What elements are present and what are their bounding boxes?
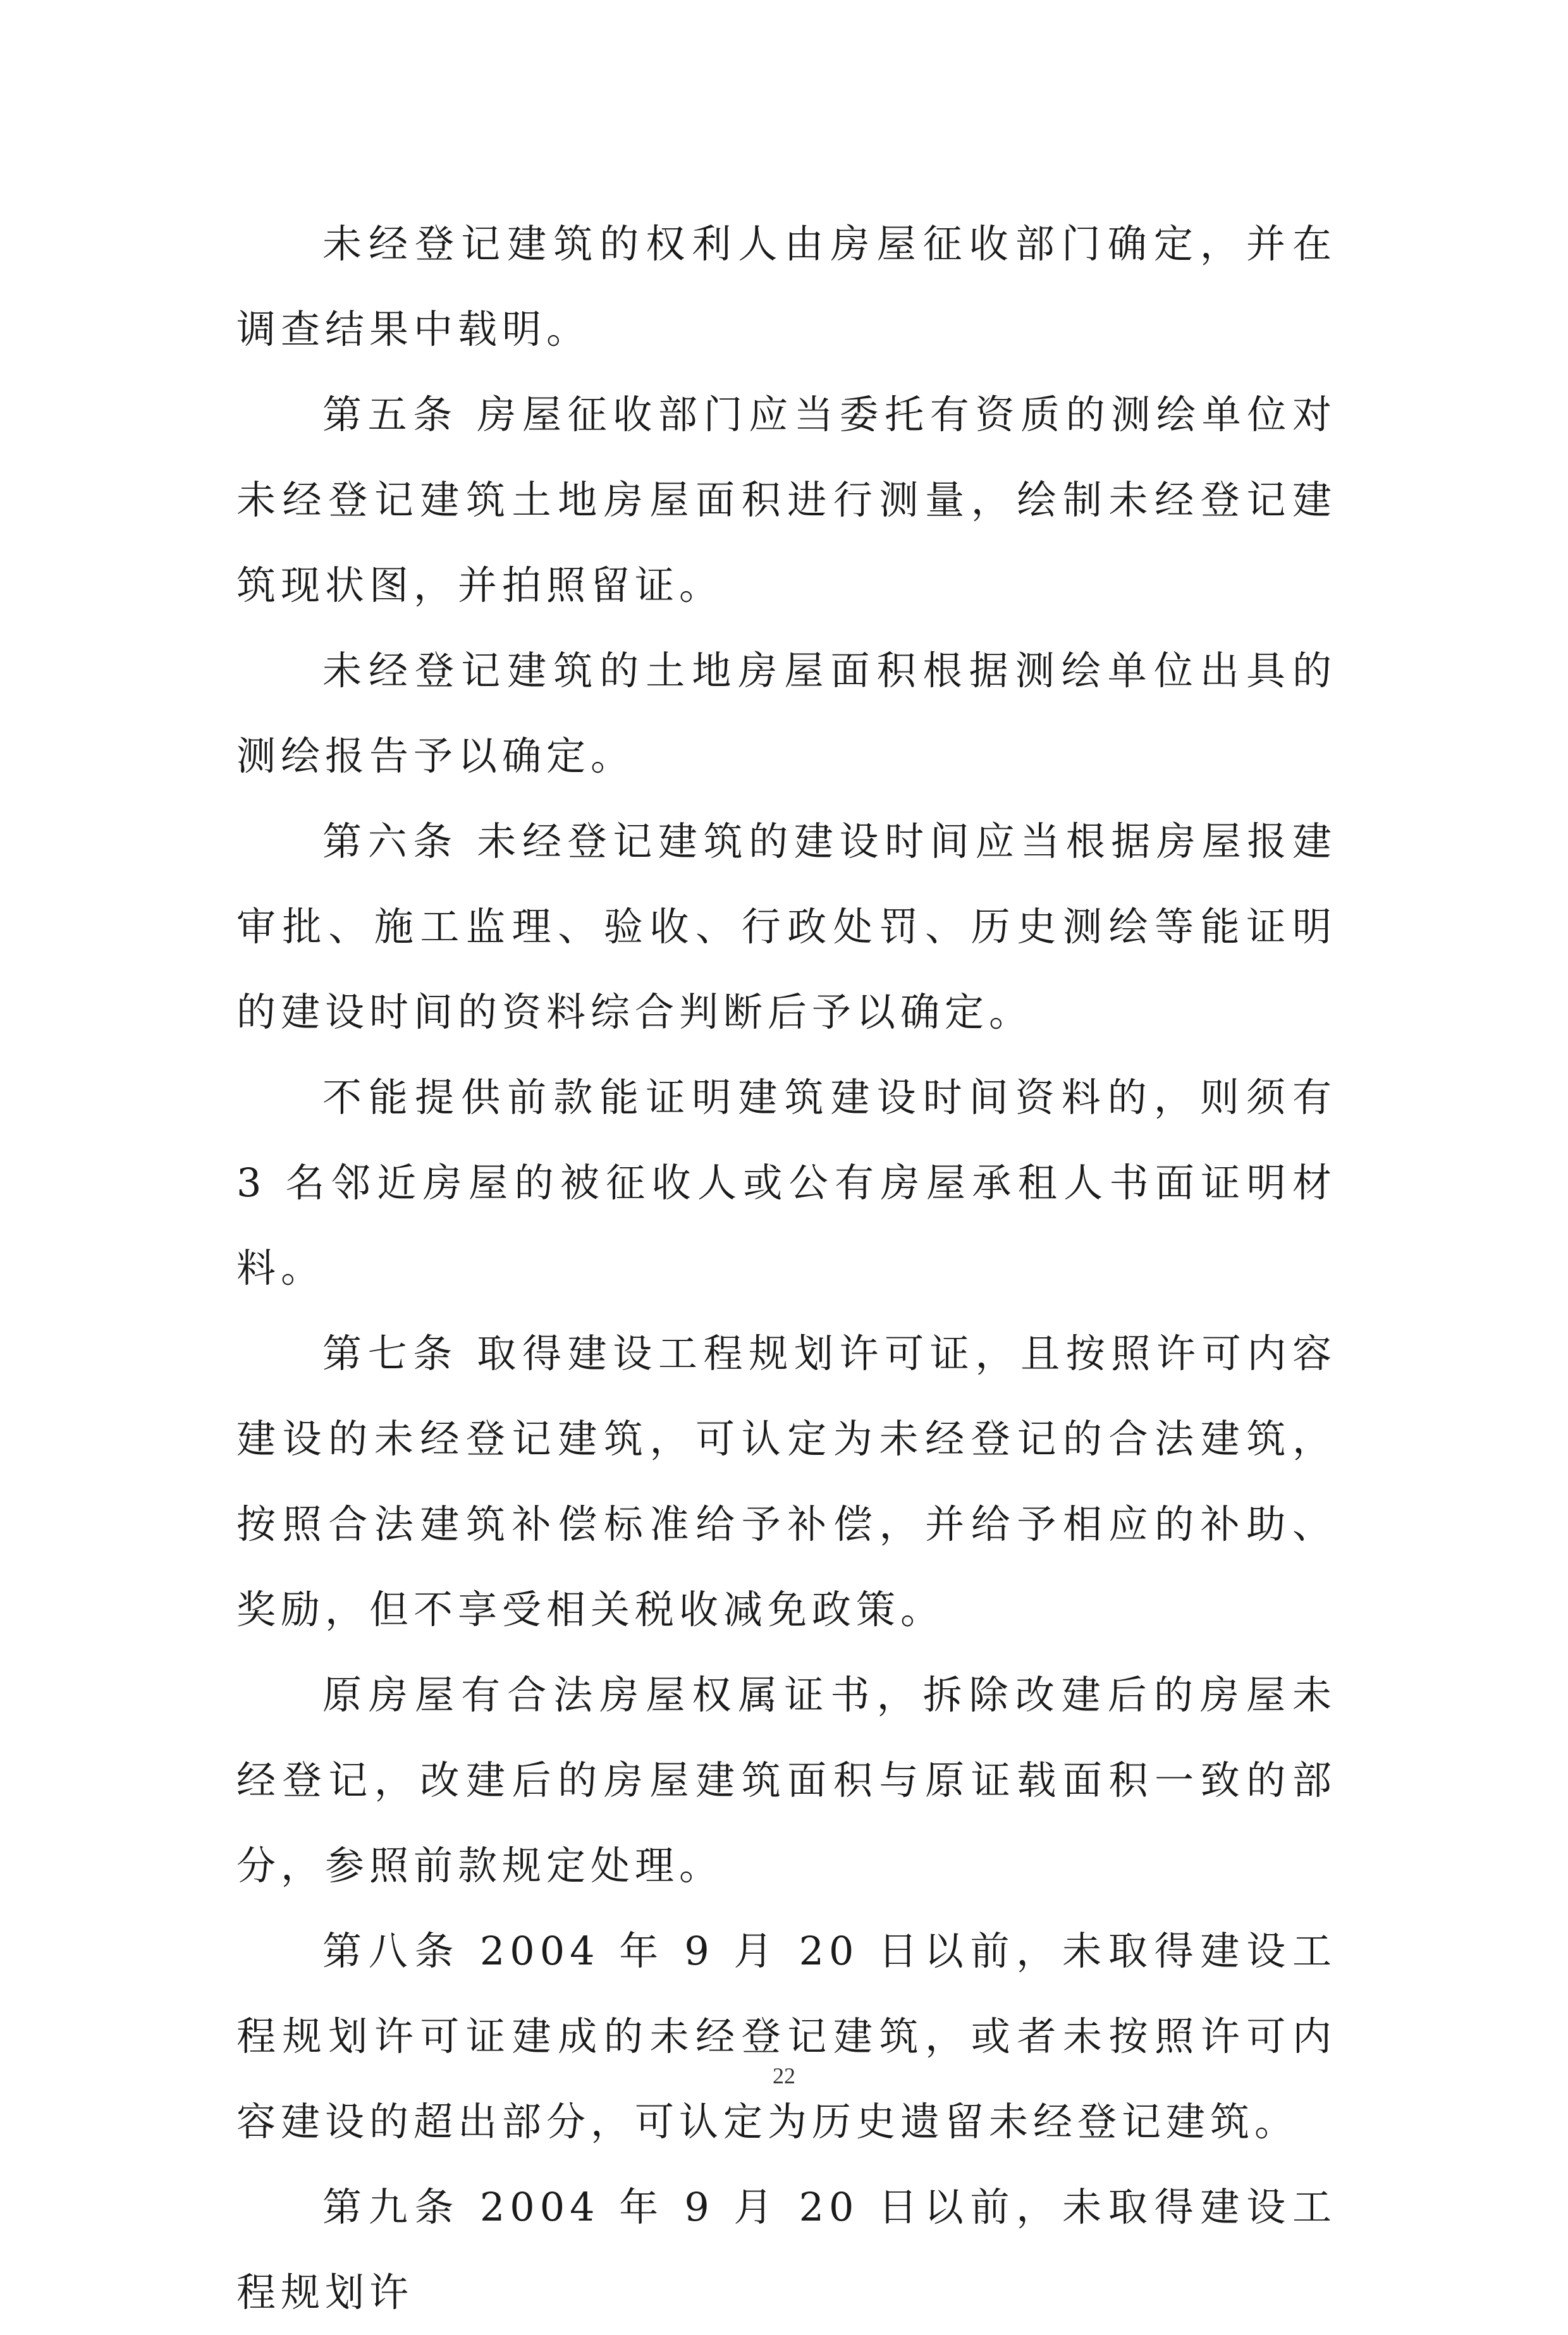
paragraph-article-6: 第六条 未经登记建筑的建设时间应当根据房屋报建审批、施工监理、验收、行政处罚、历史测绘等能证明的建设时间的资料综合判断后予以确定。 <box>236 818 1337 1035</box>
page-number: 22 <box>773 2063 795 2088</box>
paragraph-article-9: 第九条 2004 年 9 月 20 日以前，未取得建设工程规划许 <box>236 2184 1337 2315</box>
paragraph-rights-holder: 未经登记建筑的权利人由房屋征收部门确定，并在调查结果中载明。 <box>236 221 1337 352</box>
paragraph-article-7: 第七条 取得建设工程规划许可证，且按照许可内容建设的未经登记建筑，可认定为未经登记的合法建筑，按照合法建筑补偿标准给予补偿，并给予相应的补助、奖励，但不享受相关税收减免政策。 <box>236 1330 1337 1633</box>
paragraph-neighbor-proof: 不能提供前款能证明建筑建设时间资料的，则须有 3 名邻近房屋的被征收人或公有房屋承租人书面证明材料。 <box>236 1074 1337 1291</box>
paragraph-rebuilt-house: 原房屋有合法房屋权属证书，拆除改建后的房屋未经登记，改建后的房屋建筑面积与原证载面积一致的部分，参照前款规定处理。 <box>236 1672 1337 1889</box>
paragraph-article-8: 第八条 2004 年 9 月 20 日以前，未取得建设工程规划许可证建成的未经登记建筑，或者未按照许可内容建设的超出部分，可认定为历史遗留未经登记建筑。 <box>236 1928 1337 2145</box>
document-body <box>236 201 1337 2335</box>
paragraph-article-5: 第五条 房屋征收部门应当委托有资质的测绘单位对未经登记建筑土地房屋面积进行测量，绘制未经登记建筑现状图，并拍照留证。 <box>236 391 1337 608</box>
paragraph-area-determination: 未经登记建筑的土地房屋面积根据测绘单位出具的测绘报告予以确定。 <box>236 647 1337 779</box>
